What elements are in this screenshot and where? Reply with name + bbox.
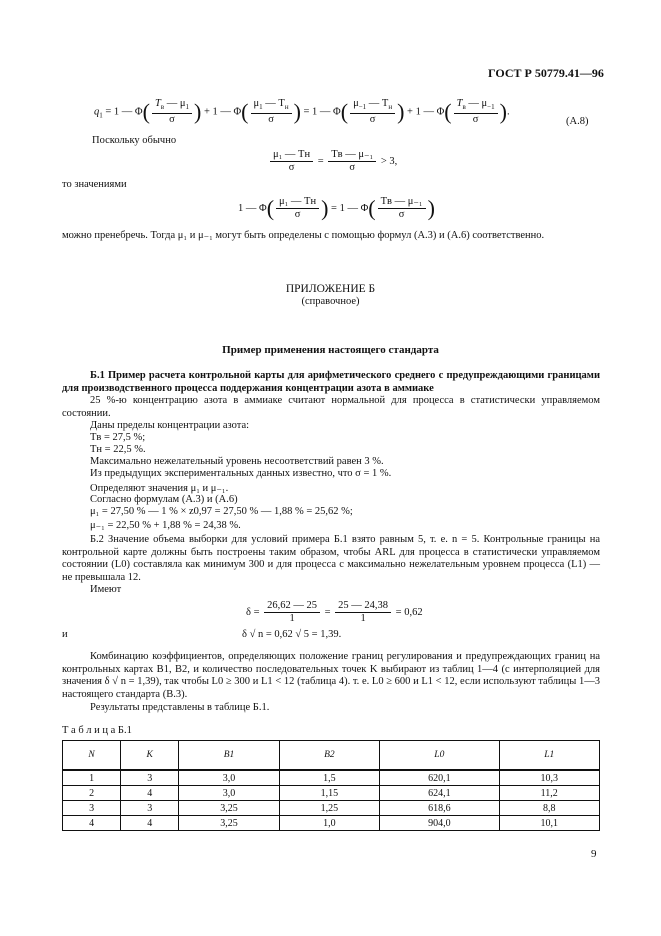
page-number: 9 <box>591 848 597 860</box>
ineq-f2-den: σ <box>349 162 356 173</box>
table-cell: 1,5 <box>279 770 379 786</box>
frac3-num-sub: −1 <box>358 103 367 112</box>
delta-frac-2 <box>335 600 391 625</box>
ineq-frac-1 <box>270 149 313 174</box>
text-and: и <box>62 629 68 640</box>
section-b1-p10: μ₋₁ = 22,50 % + 1,88 % = 24,38 %. <box>90 520 241 531</box>
ineq-f1-den: σ <box>288 162 295 173</box>
table-cell: 624,1 <box>380 786 499 801</box>
table-cell: 3,25 <box>179 816 279 831</box>
frac1-num: T <box>154 98 161 109</box>
section-b1-p9: μ₁ = 27,50 % — 1 % × z0,97 = 27,50 % — 1,88 % = 25,62 %; <box>90 506 353 517</box>
table-cell: 3,25 <box>179 801 279 816</box>
equation-neglect: 1 — Φ( $\frac{\text{μ₁ — Tн}}{\sigma}$ ) = 1 — Φ( $\frac{\text{Tв — μ₋₁}}{\sigma}$ ) <box>238 195 435 221</box>
table-header-cell: K <box>121 741 179 771</box>
table-cell: 3 <box>63 801 121 816</box>
table-cell: 1,0 <box>279 816 379 831</box>
section-b2-p4: Результаты представлены в таблице Б.1. <box>90 702 270 713</box>
delta-f1-num: 26,62 — 25 <box>264 600 320 613</box>
table-cell: 1,25 <box>279 801 379 816</box>
delta-f2-den: 1 <box>360 613 366 624</box>
table-cell: 10,1 <box>499 816 600 831</box>
neglect-frac-2 <box>378 196 426 221</box>
table-caption: Т а б л и ц а Б.1 <box>62 725 132 736</box>
section-b1-p1: 25 %-ю концентрацию азота в аммиаке считают нормальной для процесса в статистически управляемом состоянии. <box>62 395 600 419</box>
frac1-den: σ <box>169 114 175 126</box>
table-cell: 3 <box>121 801 179 816</box>
frac3-num-rest: — T <box>366 98 389 109</box>
neglect-f1-den: σ <box>294 209 301 220</box>
ineq-f2-num: Tв — μ₋₁ <box>328 149 376 162</box>
section-b1-p7: Определяют значения μ₁ и μ₋₁. <box>90 483 229 494</box>
table-cell: 620,1 <box>380 770 499 786</box>
sqrt-line: δ √ n = 0,62 √ 5 = 1,39. <box>242 629 342 640</box>
equation-label: (A.8) <box>566 116 589 127</box>
table-row <box>63 816 600 831</box>
appendix-title: ПРИЛОЖЕНИЕ Б <box>285 283 376 295</box>
section-b1-p2: Даны пределы концентрации азота: <box>90 420 250 431</box>
table-cell: 11,2 <box>499 786 600 801</box>
frac1-num-sub: в <box>160 103 165 112</box>
eq-plus-one-minus-phi-1: + 1 — Φ <box>203 106 242 118</box>
section-b1-title: Б.1 Пример расчета контрольной карты для арифметического среднего с предупреждающими границами для производственного процесса поддержания концентрации азота в аммиаке <box>62 370 600 394</box>
table-cell: 1,15 <box>279 786 379 801</box>
table-row <box>63 786 600 801</box>
eq-frac-1 <box>152 98 192 126</box>
eq-lhs: q <box>94 106 100 118</box>
table-cell: 4 <box>121 816 179 831</box>
table-cell: 1 <box>63 770 121 786</box>
delta-frac-1 <box>264 600 320 625</box>
appendix-subtitle: (справочное) <box>301 296 360 307</box>
frac1-num-rest: — μ <box>164 98 186 109</box>
table-row <box>63 770 600 786</box>
data-table <box>62 740 600 831</box>
delta-eq: = <box>324 606 331 618</box>
neglect-f1-num: μ₁ — Tн <box>276 196 319 209</box>
frac2-den: σ <box>268 114 274 126</box>
table-header-cell: B2 <box>279 741 379 771</box>
table-cell: 2 <box>63 786 121 801</box>
frac3-den: σ <box>369 114 376 126</box>
neglect-left: 1 — Φ <box>238 202 267 214</box>
neglect-f2-den: σ <box>398 209 405 220</box>
delta-f2-num: 25 — 24,38 <box>335 600 391 613</box>
table-cell: 3,0 <box>179 770 279 786</box>
eq-eq-one-minus-phi: = 1 — Φ <box>303 106 341 118</box>
frac4-num-sub: в <box>462 103 466 112</box>
appendix-heading: Пример применения настоящего стандарта <box>222 344 439 356</box>
equation-delta <box>246 600 423 625</box>
frac4-num: T <box>456 98 463 109</box>
table-header-cell: N <box>63 741 121 771</box>
neglect-frac-1 <box>276 196 319 221</box>
frac2-num: μ <box>253 98 260 109</box>
frac4-num-rest-sub: −1 <box>487 103 495 112</box>
frac2-num-rest-sub: н <box>284 103 289 112</box>
section-b1-p6: Из предыдущих экспериментальных данных известно, что σ = 1 %. <box>90 468 392 479</box>
section-b2-p2: Имеют <box>90 584 122 595</box>
delta-f1-den: 1 <box>289 613 295 624</box>
section-b2-p1: Б.2 Значение объема выборки для условий примера Б.1 взято равным 5, т. е. n = 5. Контрольные границы на контрольной карте должны быть построены таким образом, чтобы ARL для процесса в статистически управляемом состоянии (L0) составляла как минимум 300 и для процесса с максимально нежелательным уровнем процесса (L1) — не превышала 12. <box>62 534 600 583</box>
neglect-mid: = 1 — Φ <box>331 202 369 214</box>
frac4-den: σ <box>472 114 479 126</box>
text-since-usually: Поскольку обычно <box>92 135 177 146</box>
ineq-f1-num: μ₁ — Tн <box>270 149 313 162</box>
equation-a8: $q_1 = 1$ — Φ( $\frac{T_в — \mu_1}{\sigma}$ ) + 1 — Φ( $\frac{\mu_1 — T_н}{\sigma}$ ) = 1 — Φ( $\frac{\mu_{-1} — T_н}{\sigma}$ ) + 1 — Φ( $\frac{T_в — \mu_{-1}}{\sigma}$ ). <box>94 98 510 126</box>
document-header: ГОСТ Р 50779.41—96 <box>488 66 604 80</box>
section-b1-p4: Tн = 22,5 %. <box>90 444 146 455</box>
delta-lhs: δ = <box>246 606 260 618</box>
table-cell: 3 <box>121 770 179 786</box>
eq-one-minus-phi-1: = 1 — Φ <box>105 106 143 118</box>
text-negligible: можно пренебречь. Тогда μ₁ и μ₋₁ могут быть определены с помощью формул (А.3) и (А.6) соответственно. <box>62 230 545 241</box>
table-cell: 4 <box>121 786 179 801</box>
table-cell: 10,3 <box>499 770 600 786</box>
section-b2-p3: Комбинацию коэффициентов, определяющих положение границ регулирования и предупреждающих границ на контрольных картах B1, B2, и количество последовательных точек K выбирают из таблиц 1—4 (с интерполяцией для значения δ √ n = 1,39), так чтобы L0 ≥ 300 и L1 < 12 (таблица 4). т. е. L0 ≥ 600 и L1 < 12, если используют таблицы 1—3 настоящего стандарта (В.3). <box>62 651 600 700</box>
ineq-tail: > 3, <box>380 155 398 167</box>
frac2-num-rest: — T <box>262 98 285 109</box>
frac4-num-rest: — μ <box>465 98 488 109</box>
table-cell: 3,0 <box>179 786 279 801</box>
frac3-num: μ <box>353 98 359 109</box>
table-header-cell: L0 <box>380 741 499 771</box>
frac3-num-rest-sub: н <box>388 103 393 112</box>
eq-plus-one-minus-phi-2: + 1 — Φ <box>407 106 445 118</box>
eq-lhs-sub: 1 <box>99 111 103 120</box>
table-cell: 4 <box>63 816 121 831</box>
table-cell: 904,0 <box>380 816 499 831</box>
eq-frac-4 <box>454 98 498 126</box>
text-then-values: то значениями <box>62 179 127 190</box>
eq-frac-3 <box>350 98 395 126</box>
delta-result: = 0,62 <box>395 606 423 618</box>
table-header-cell: L1 <box>499 741 600 771</box>
frac1-num-rest-sub: 1 <box>185 103 189 112</box>
table-cell: 618,6 <box>380 801 499 816</box>
neglect-f2-num: Tв — μ₋₁ <box>378 196 426 209</box>
table-cell: 8,8 <box>499 801 600 816</box>
table-row <box>63 801 600 816</box>
section-b1-p8: Согласно формулам (А.3) и (А.6) <box>90 494 238 505</box>
eq-frac-2 <box>251 98 292 126</box>
section-b1-p5: Максимально нежелательный уровень несоответствий равен 3 %. <box>90 456 384 467</box>
equation-inequality: $\frac{\text{μ₁ — Tн}}{\sigma}$ = $\frac{\text{Tв — μ₋₁}}{\sigma}$ > 3, <box>268 149 397 174</box>
table-header-cell: B1 <box>179 741 279 771</box>
table-header-row <box>63 741 600 771</box>
ineq-frac-2 <box>328 149 376 174</box>
frac2-num-sub: 1 <box>259 103 263 112</box>
section-b1-p3: Tв = 27,5 %; <box>90 432 146 443</box>
